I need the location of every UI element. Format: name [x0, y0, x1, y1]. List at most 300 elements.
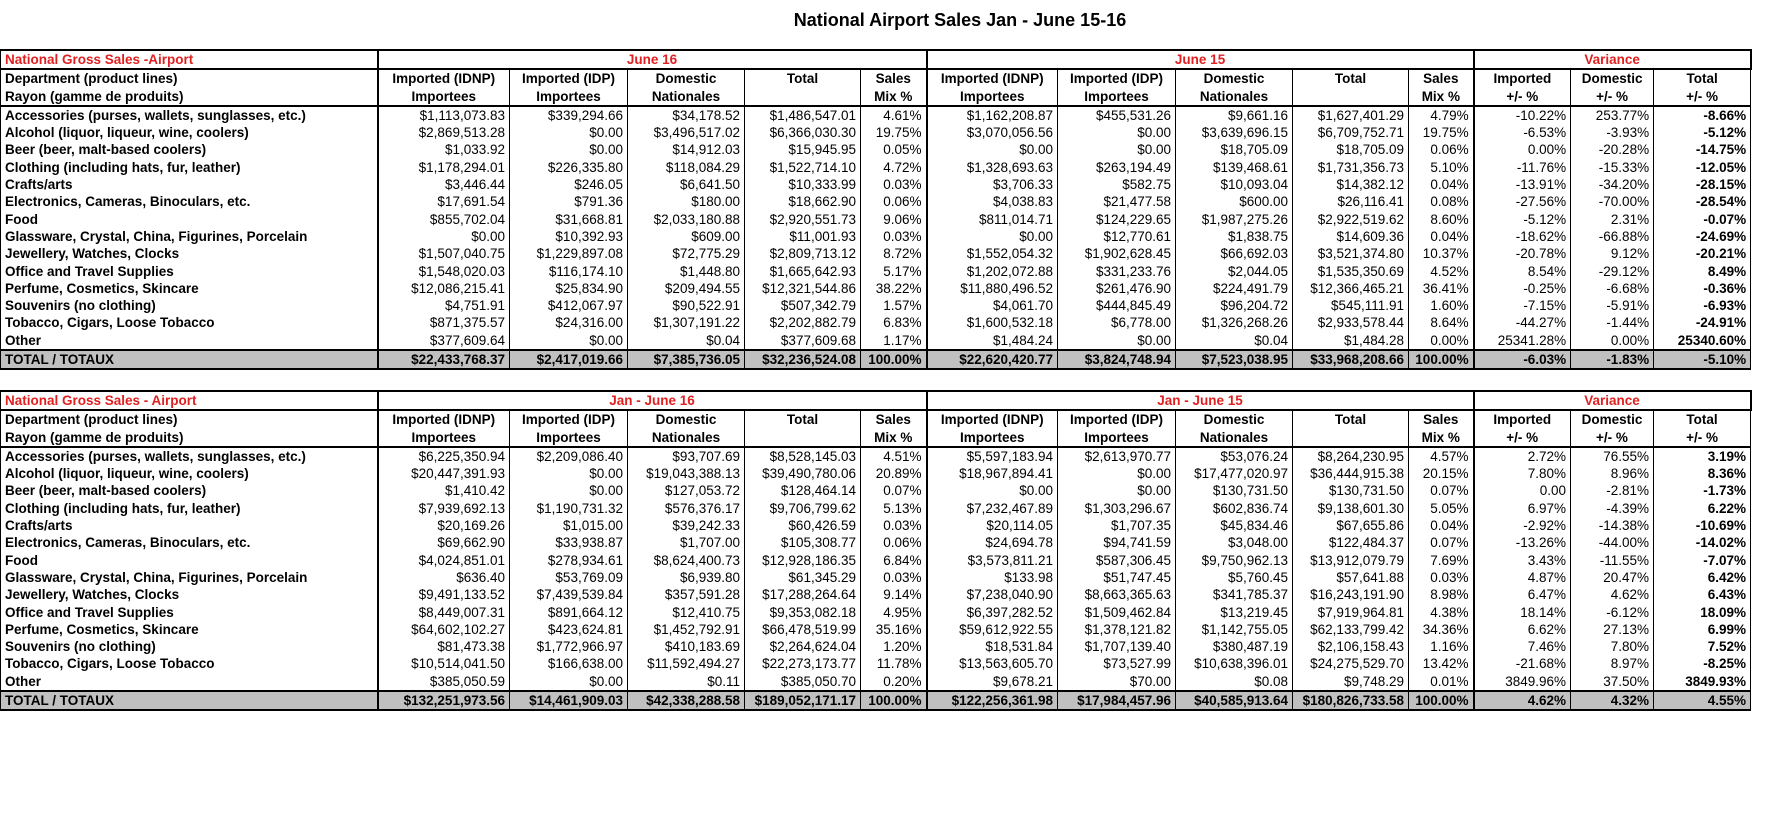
value-cell: -28.54%	[1654, 193, 1751, 210]
column-header: Nationales	[628, 429, 745, 447]
value-cell: $9,678.21	[927, 673, 1058, 691]
value-cell: $609.00	[628, 228, 745, 245]
column-header: +/- %	[1474, 88, 1571, 106]
value-cell: 0.01%	[1409, 673, 1474, 691]
department-name: Jewellery, Watches, Clocks	[1, 586, 378, 603]
department-name: Food	[1, 552, 378, 569]
value-cell: $7,939,692.13	[378, 500, 510, 517]
value-cell: $70.00	[1058, 673, 1176, 691]
column-header-row	[1, 69, 1751, 87]
value-cell: $13,219.45	[1176, 604, 1293, 621]
value-cell: $166,638.00	[510, 655, 628, 672]
value-cell: $0.00	[1058, 332, 1176, 350]
department-name: Perfume, Cosmetics, Skincare	[1, 621, 378, 638]
value-cell: 6.84%	[861, 552, 927, 569]
value-cell: $507,342.79	[745, 297, 861, 314]
value-cell: $6,225,350.94	[378, 447, 510, 465]
value-cell: $1,452,792.91	[628, 621, 745, 638]
value-cell: $10,514,041.50	[378, 655, 510, 672]
value-cell: 6.99%	[1654, 621, 1751, 638]
value-cell: 20.15%	[1409, 465, 1474, 482]
value-cell: 4.61%	[861, 106, 927, 124]
value-cell: 19.75%	[1409, 124, 1474, 141]
total-value: $14,461,909.03	[510, 691, 628, 710]
value-cell: $180.00	[628, 193, 745, 210]
value-cell: $62,133,799.42	[1293, 621, 1409, 638]
value-cell: $17,288,264.64	[745, 586, 861, 603]
department-name: Electronics, Cameras, Binoculars, etc.	[1, 193, 378, 210]
total-value: $132,251,973.56	[378, 691, 510, 710]
column-header: Domestic	[628, 69, 745, 87]
value-cell: 5.13%	[861, 500, 927, 517]
value-cell: $1,303,296.67	[1058, 500, 1176, 517]
value-cell: $3,048.00	[1176, 534, 1293, 551]
value-cell: 25340.60%	[1654, 332, 1751, 350]
value-cell: -44.27%	[1474, 314, 1571, 331]
value-cell: $14,912.03	[628, 141, 745, 158]
table-row	[1, 673, 1751, 691]
value-cell: 10.37%	[1409, 245, 1474, 262]
value-cell: $4,061.70	[927, 297, 1058, 314]
table-row	[1, 552, 1751, 569]
column-header: Imported (IDNP)	[927, 69, 1058, 87]
value-cell: 3.43%	[1474, 552, 1571, 569]
ytd-sales-table	[0, 390, 1752, 711]
value-cell: 0.03%	[861, 176, 927, 193]
value-cell: $2,202,882.79	[745, 314, 861, 331]
value-cell: 5.10%	[1409, 159, 1474, 176]
value-cell: 27.13%	[1571, 621, 1654, 638]
column-header: Importees	[1058, 88, 1176, 106]
table-row	[1, 621, 1751, 638]
value-cell: 4.72%	[861, 159, 927, 176]
value-cell: $81,473.38	[378, 638, 510, 655]
value-cell: $410,183.69	[628, 638, 745, 655]
value-cell: $3,070,056.56	[927, 124, 1058, 141]
value-cell: $0.00	[510, 465, 628, 482]
column-header: Importees	[510, 429, 628, 447]
value-cell: 8.54%	[1474, 263, 1571, 280]
value-cell: $278,934.61	[510, 552, 628, 569]
value-cell: -44.00%	[1571, 534, 1654, 551]
column-header: Total	[1654, 410, 1751, 428]
value-cell: 0.05%	[861, 141, 927, 158]
value-cell: $93,707.69	[628, 447, 745, 465]
value-cell: 1.16%	[1409, 638, 1474, 655]
table-row	[1, 176, 1751, 193]
value-cell: -1.73%	[1654, 482, 1751, 499]
value-cell: 20.89%	[861, 465, 927, 482]
department-name: Office and Travel Supplies	[1, 263, 378, 280]
value-cell: $377,609.68	[745, 332, 861, 350]
value-cell: $226,335.80	[510, 159, 628, 176]
column-header: Sales	[861, 410, 927, 428]
value-cell: $130,731.50	[1176, 482, 1293, 499]
value-cell: $16,243,191.90	[1293, 586, 1409, 603]
value-cell: $18,662.90	[745, 193, 861, 210]
value-cell: $1,535,350.69	[1293, 263, 1409, 280]
value-cell: $9,138,601.30	[1293, 500, 1409, 517]
value-cell: $380,487.19	[1176, 638, 1293, 655]
value-cell: $1,665,642.93	[745, 263, 861, 280]
table-row	[1, 604, 1751, 621]
value-cell: $1,486,547.01	[745, 106, 861, 124]
value-cell: 7.80%	[1571, 638, 1654, 655]
value-cell: $385,050.70	[745, 673, 861, 691]
table-row	[1, 314, 1751, 331]
value-cell: -14.02%	[1654, 534, 1751, 551]
value-cell: $10,093.04	[1176, 176, 1293, 193]
value-cell: $72,775.29	[628, 245, 745, 262]
value-cell: 6.97%	[1474, 500, 1571, 517]
column-header: Imported (IDP)	[510, 69, 628, 87]
value-cell: 0.03%	[861, 517, 927, 534]
value-cell: $105,308.77	[745, 534, 861, 551]
value-cell: 19.75%	[861, 124, 927, 141]
value-cell: 253.77%	[1571, 106, 1654, 124]
value-cell: $7,919,964.81	[1293, 604, 1409, 621]
report-title: National Airport Sales Jan - June 15-16	[793, 10, 1127, 30]
value-cell: $66,478,519.99	[745, 621, 861, 638]
value-cell: $1,552,054.32	[927, 245, 1058, 262]
column-header: Nationales	[1176, 429, 1293, 447]
value-cell: $124,229.65	[1058, 211, 1176, 228]
value-cell: $15,945.95	[745, 141, 861, 158]
department-name: Alcohol (liquor, liqueur, wine, coolers)	[1, 124, 378, 141]
value-cell: $6,397,282.52	[927, 604, 1058, 621]
value-cell: 36.41%	[1409, 280, 1474, 297]
value-cell: $209,494.55	[628, 280, 745, 297]
column-header: Total	[745, 69, 861, 87]
column-header: Imported	[1474, 410, 1571, 428]
column-header: Department (product lines)	[1, 69, 378, 87]
value-cell: -8.66%	[1654, 106, 1751, 124]
value-cell: $2,209,086.40	[510, 447, 628, 465]
value-cell: -11.55%	[1571, 552, 1654, 569]
total-value: -6.03%	[1474, 350, 1571, 369]
value-cell: $22,273,173.77	[745, 655, 861, 672]
column-header: Sales	[1409, 410, 1474, 428]
value-cell: $127,053.72	[628, 482, 745, 499]
value-cell: $0.00	[510, 124, 628, 141]
table-row	[1, 228, 1751, 245]
value-cell: 18.09%	[1654, 604, 1751, 621]
value-cell: 1.57%	[861, 297, 927, 314]
value-cell: $1,033.92	[378, 141, 510, 158]
value-cell: -12.05%	[1654, 159, 1751, 176]
value-cell: 0.08%	[1409, 193, 1474, 210]
value-cell: $133.98	[927, 569, 1058, 586]
value-cell: $24,316.00	[510, 314, 628, 331]
value-cell: $423,624.81	[510, 621, 628, 638]
value-cell: -6.93%	[1654, 297, 1751, 314]
table-row	[1, 586, 1751, 603]
section-header-row	[1, 50, 1751, 69]
value-cell: $1,522,714.10	[745, 159, 861, 176]
value-cell: -13.91%	[1474, 176, 1571, 193]
value-cell: $8,264,230.95	[1293, 447, 1409, 465]
value-cell: $6,939.80	[628, 569, 745, 586]
total-value: $17,984,457.96	[1058, 691, 1176, 710]
value-cell: $24,275,529.70	[1293, 655, 1409, 672]
value-cell: 9.12%	[1571, 245, 1654, 262]
value-cell: 7.69%	[1409, 552, 1474, 569]
value-cell: 6.83%	[861, 314, 927, 331]
column-header: Total	[1293, 69, 1409, 87]
department-name: Accessories (purses, wallets, sunglasses, etc.)	[1, 447, 378, 465]
value-cell: $1,229,897.08	[510, 245, 628, 262]
value-cell: $1,190,731.32	[510, 500, 628, 517]
column-header: +/- %	[1654, 429, 1751, 447]
value-cell: -28.15%	[1654, 176, 1751, 193]
value-cell: $8,449,007.31	[378, 604, 510, 621]
department-name: Beer (beer, malt-based coolers)	[1, 141, 378, 158]
total-value: 100.00%	[861, 691, 927, 710]
department-name: Souvenirs (no clothing)	[1, 297, 378, 314]
value-cell: 4.95%	[861, 604, 927, 621]
value-cell: $14,382.12	[1293, 176, 1409, 193]
department-name: Souvenirs (no clothing)	[1, 638, 378, 655]
column-header: +/- %	[1654, 88, 1751, 106]
value-cell: $18,705.09	[1176, 141, 1293, 158]
value-cell: $1,600,532.18	[927, 314, 1058, 331]
value-cell: 20.47%	[1571, 569, 1654, 586]
value-cell: -24.69%	[1654, 228, 1751, 245]
value-cell: -66.88%	[1571, 228, 1654, 245]
value-cell: 8.49%	[1654, 263, 1751, 280]
value-cell: $19,043,388.13	[628, 465, 745, 482]
value-cell: -20.21%	[1654, 245, 1751, 262]
table-row	[1, 517, 1751, 534]
value-cell: $118,084.29	[628, 159, 745, 176]
total-value: 4.62%	[1474, 691, 1571, 710]
section-title: National Gross Sales - Airport	[1, 391, 378, 410]
column-header: Total	[745, 410, 861, 428]
value-cell: $1,509,462.84	[1058, 604, 1176, 621]
value-cell: 0.00%	[1409, 332, 1474, 350]
department-name: Clothing (including hats, fur, leather)	[1, 159, 378, 176]
value-cell: $636.40	[378, 569, 510, 586]
value-cell: $1,548,020.03	[378, 263, 510, 280]
value-cell: $1,987,275.26	[1176, 211, 1293, 228]
value-cell: $0.04	[628, 332, 745, 350]
value-cell: -70.00%	[1571, 193, 1654, 210]
total-value: $7,523,038.95	[1176, 350, 1293, 369]
value-cell: $9,706,799.62	[745, 500, 861, 517]
total-value: $42,338,288.58	[628, 691, 745, 710]
value-cell: 0.00%	[1571, 332, 1654, 350]
value-cell: $25,834.90	[510, 280, 628, 297]
value-cell: -14.75%	[1654, 141, 1751, 158]
column-header: Domestic	[1176, 69, 1293, 87]
value-cell: $602,836.74	[1176, 500, 1293, 517]
column-header	[745, 88, 861, 106]
value-cell: -15.33%	[1571, 159, 1654, 176]
value-cell: $2,809,713.12	[745, 245, 861, 262]
value-cell: $17,691.54	[378, 193, 510, 210]
value-cell: 25341.28%	[1474, 332, 1571, 350]
value-cell: 3849.93%	[1654, 673, 1751, 691]
value-cell: $11,592,494.27	[628, 655, 745, 672]
table-row	[1, 534, 1751, 551]
value-cell: 4.38%	[1409, 604, 1474, 621]
value-cell: $3,639,696.15	[1176, 124, 1293, 141]
column-header: Nationales	[628, 88, 745, 106]
table-row	[1, 332, 1751, 350]
value-cell: 0.07%	[1409, 482, 1474, 499]
value-cell: 18.14%	[1474, 604, 1571, 621]
value-cell: 6.47%	[1474, 586, 1571, 603]
value-cell: $26,116.41	[1293, 193, 1409, 210]
value-cell: 4.62%	[1571, 586, 1654, 603]
value-cell: $1,142,755.05	[1176, 621, 1293, 638]
value-cell: $0.00	[1058, 124, 1176, 141]
value-cell: $51,747.45	[1058, 569, 1176, 586]
value-cell: $385,050.59	[378, 673, 510, 691]
value-cell: 6.22%	[1654, 500, 1751, 517]
value-cell: 9.14%	[861, 586, 927, 603]
department-name: Tobacco, Cigars, Loose Tobacco	[1, 314, 378, 331]
column-header: Importees	[378, 429, 510, 447]
value-cell: $39,490,780.06	[745, 465, 861, 482]
table-row	[1, 245, 1751, 262]
value-cell: $1,707.35	[1058, 517, 1176, 534]
value-cell: $130,731.50	[1293, 482, 1409, 499]
value-cell: 6.62%	[1474, 621, 1571, 638]
value-cell: $2,933,578.44	[1293, 314, 1409, 331]
total-value: $7,385,736.05	[628, 350, 745, 369]
value-cell: $20,447,391.93	[378, 465, 510, 482]
value-cell: $1,627,401.29	[1293, 106, 1409, 124]
column-header: Nationales	[1176, 88, 1293, 106]
value-cell: $1,178,294.01	[378, 159, 510, 176]
value-cell: $67,655.86	[1293, 517, 1409, 534]
value-cell: 4.79%	[1409, 106, 1474, 124]
table-row	[1, 263, 1751, 280]
value-cell: -0.36%	[1654, 280, 1751, 297]
column-header: Importees	[1058, 429, 1176, 447]
value-cell: $0.00	[510, 482, 628, 499]
value-cell: $7,232,467.89	[927, 500, 1058, 517]
value-cell: $39,242.33	[628, 517, 745, 534]
value-cell: 0.06%	[1409, 141, 1474, 158]
value-cell: $8,624,400.73	[628, 552, 745, 569]
value-cell: $261,476.90	[1058, 280, 1176, 297]
value-cell: $12,086,215.41	[378, 280, 510, 297]
column-header: Importees	[927, 88, 1058, 106]
table-row	[1, 141, 1751, 158]
value-cell: $811,014.71	[927, 211, 1058, 228]
value-cell: -14.38%	[1571, 517, 1654, 534]
column-header: Domestic	[1571, 410, 1654, 428]
value-cell: $576,376.17	[628, 500, 745, 517]
value-cell: 0.03%	[861, 228, 927, 245]
value-cell: $5,597,183.94	[927, 447, 1058, 465]
value-cell: 3849.96%	[1474, 673, 1571, 691]
total-value: 4.32%	[1571, 691, 1654, 710]
value-cell: $582.75	[1058, 176, 1176, 193]
department-name: Office and Travel Supplies	[1, 604, 378, 621]
column-header-row	[1, 410, 1751, 428]
value-cell: $1,378,121.82	[1058, 621, 1176, 638]
table-row	[1, 482, 1751, 499]
value-cell: 13.42%	[1409, 655, 1474, 672]
table-row	[1, 280, 1751, 297]
value-cell: -11.76%	[1474, 159, 1571, 176]
value-cell: $2,106,158.43	[1293, 638, 1409, 655]
total-label: TOTAL / TOTAUX	[1, 691, 378, 710]
value-cell: $1,448.80	[628, 263, 745, 280]
value-cell: $587,306.45	[1058, 552, 1176, 569]
value-cell: $7,238,040.90	[927, 586, 1058, 603]
value-cell: -8.25%	[1654, 655, 1751, 672]
value-cell: $13,563,605.70	[927, 655, 1058, 672]
column-header	[1293, 88, 1409, 106]
value-cell: -2.81%	[1571, 482, 1654, 499]
value-cell: 5.17%	[861, 263, 927, 280]
value-cell: $36,444,915.38	[1293, 465, 1409, 482]
value-cell: $0.00	[1058, 482, 1176, 499]
value-cell: $4,024,851.01	[378, 552, 510, 569]
value-cell: -29.12%	[1571, 263, 1654, 280]
department-name: Tobacco, Cigars, Loose Tobacco	[1, 655, 378, 672]
value-cell: $14,609.36	[1293, 228, 1409, 245]
column-header: Mix %	[1409, 429, 1474, 447]
value-cell: $5,760.45	[1176, 569, 1293, 586]
value-cell: $871,375.57	[378, 314, 510, 331]
value-cell: -5.12%	[1654, 124, 1751, 141]
total-value: $2,417,019.66	[510, 350, 628, 369]
value-cell: -21.68%	[1474, 655, 1571, 672]
value-cell: $3,446.44	[378, 176, 510, 193]
period-header: Variance	[1474, 50, 1751, 69]
table-row	[1, 447, 1751, 465]
value-cell: -20.28%	[1571, 141, 1654, 158]
value-cell: $1,328,693.63	[927, 159, 1058, 176]
value-cell: $0.04	[1176, 332, 1293, 350]
value-cell: $6,709,752.71	[1293, 124, 1409, 141]
total-row	[1, 350, 1751, 369]
column-header: Mix %	[861, 88, 927, 106]
column-header: Total	[1654, 69, 1751, 87]
value-cell: $0.00	[378, 228, 510, 245]
value-cell: $11,880,496.52	[927, 280, 1058, 297]
period-header: June 15	[927, 50, 1474, 69]
value-cell: 7.46%	[1474, 638, 1571, 655]
total-value: 100.00%	[861, 350, 927, 369]
value-cell: $6,641.50	[628, 176, 745, 193]
value-cell: $0.11	[628, 673, 745, 691]
value-cell: $0.00	[927, 482, 1058, 499]
total-value: $33,968,208.66	[1293, 350, 1409, 369]
value-cell: 7.52%	[1654, 638, 1751, 655]
value-cell: $122,484.37	[1293, 534, 1409, 551]
value-cell: 0.04%	[1409, 176, 1474, 193]
column-header: Imported (IDNP)	[927, 410, 1058, 428]
value-cell: -24.91%	[1654, 314, 1751, 331]
column-header: +/- %	[1474, 429, 1571, 447]
column-header: Domestic	[628, 410, 745, 428]
value-cell: $412,067.97	[510, 297, 628, 314]
column-header: Domestic	[1176, 410, 1293, 428]
total-value: $180,826,733.58	[1293, 691, 1409, 710]
department-name: Alcohol (liquor, liqueur, wine, coolers)	[1, 465, 378, 482]
value-cell: $90,522.91	[628, 297, 745, 314]
value-cell: $7,439,539.84	[510, 586, 628, 603]
value-cell: $34,178.52	[628, 106, 745, 124]
value-cell: $1,410.42	[378, 482, 510, 499]
value-cell: $1,484.28	[1293, 332, 1409, 350]
